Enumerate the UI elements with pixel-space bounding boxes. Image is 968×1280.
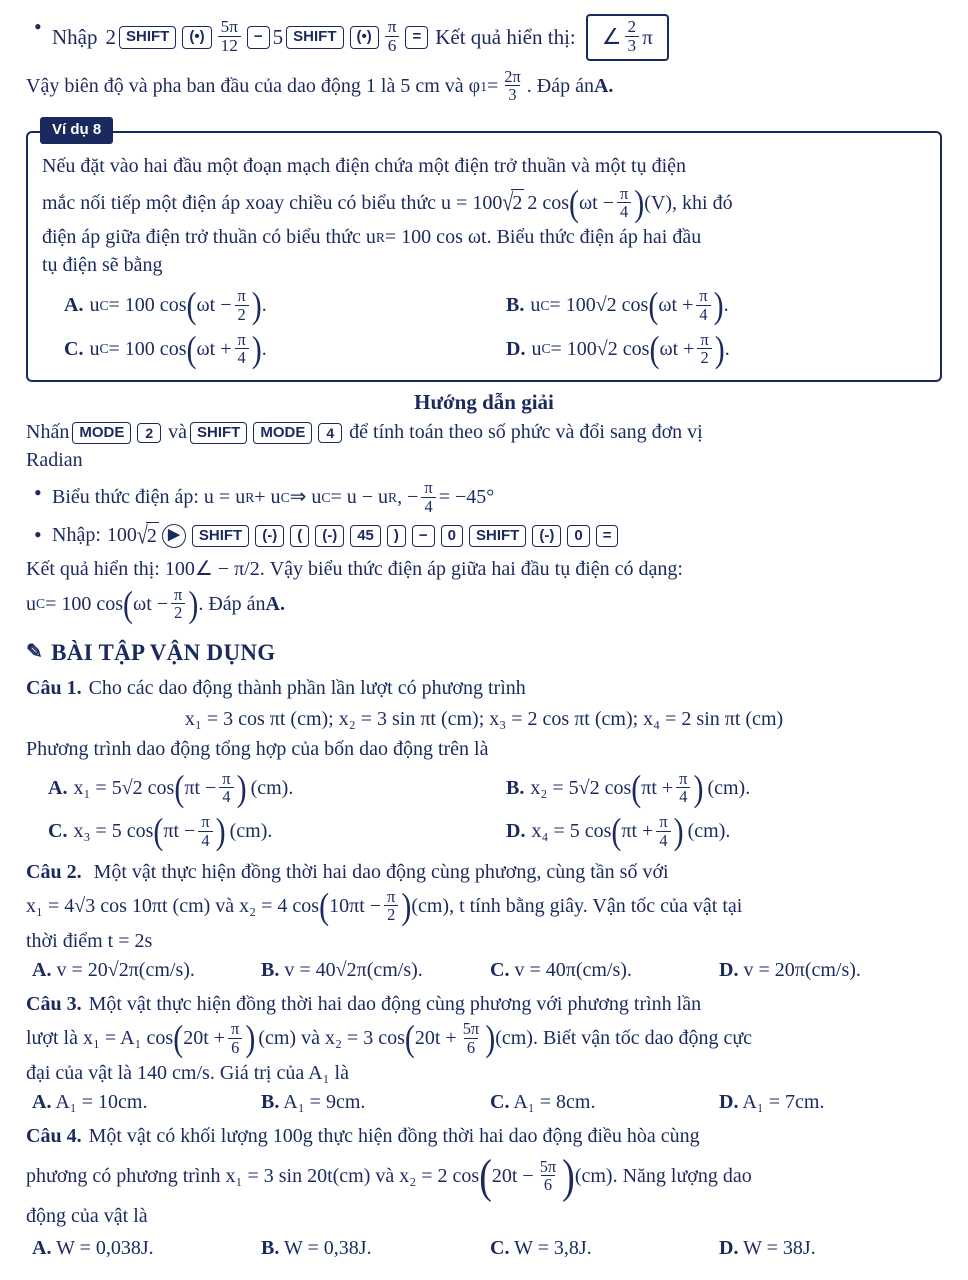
option-text: A₁ = 10cm.	[55, 1091, 148, 1114]
question-2-option-d[interactable]	[713, 957, 942, 985]
paren-open: (	[173, 1018, 184, 1060]
option-text: v = 40π(cm/s).	[514, 959, 632, 982]
fraction-denominator: 3	[625, 36, 640, 55]
question-3-options	[26, 1089, 942, 1117]
fraction-numerator: π	[387, 17, 397, 36]
solution-conj: và	[168, 421, 188, 444]
option-expr: x₄ = 5 cos	[531, 820, 612, 843]
option-unit: (cm).	[250, 776, 294, 799]
option-subscript: C	[541, 341, 551, 357]
option-label: C.	[48, 820, 68, 843]
fraction-numerator: π	[659, 812, 668, 832]
question-3-stem	[26, 991, 942, 1019]
option-label: A.	[64, 294, 84, 317]
fraction-numerator: π	[222, 768, 231, 788]
option-arg: ωt −	[196, 294, 232, 317]
option-expr: = 100√2 cos	[549, 294, 649, 317]
key-dot-1[interactable]: (•)	[182, 26, 211, 48]
option-label: C.	[64, 337, 84, 360]
option-fraction	[697, 331, 711, 366]
fraction-pi-4-b	[421, 479, 435, 514]
option-arg: πt −	[163, 820, 196, 843]
bullet-text-d: = u − u	[330, 486, 389, 509]
option-fraction	[198, 813, 212, 848]
sqrt-2: √2	[502, 189, 523, 217]
question-3-option-c[interactable]	[484, 1089, 713, 1117]
option-text: v = 40√2π(cm/s).	[284, 959, 423, 982]
option-subscript: C	[99, 341, 109, 357]
question-3-option-a[interactable]	[26, 1089, 255, 1117]
key-paren-close[interactable]: )	[387, 525, 406, 547]
paren-close: )	[673, 811, 684, 853]
key-negative-3[interactable]: (-)	[532, 525, 561, 547]
key-zero-2[interactable]: 0	[567, 525, 589, 547]
fraction-numerator: 5π	[220, 17, 238, 36]
question-4-option-d[interactable]	[713, 1235, 942, 1263]
solution-line-1	[26, 419, 942, 447]
option-unit: (cm).	[229, 820, 273, 843]
final-answer-letter: A.	[265, 592, 285, 615]
solution-bullet-1	[26, 480, 942, 515]
option-fraction	[656, 813, 670, 848]
question-1-options-row-1	[26, 768, 942, 809]
paren-open: (	[649, 328, 660, 370]
fraction-denominator: 2	[384, 905, 398, 923]
question-2-options	[26, 957, 942, 985]
q4-expr-b: (cm). Năng lượng dao	[574, 1165, 752, 1188]
paren-close: )	[562, 1150, 575, 1203]
option-text: A₁ = 9cm.	[283, 1091, 366, 1114]
key-shift-3[interactable]: SHIFT	[190, 422, 247, 444]
option-label: B.	[261, 1236, 280, 1259]
fraction-2pi-3	[501, 68, 523, 103]
option-unit: (cm).	[687, 820, 731, 843]
question-2-option-a[interactable]	[26, 957, 255, 985]
question-2-option-b[interactable]	[255, 957, 484, 985]
fraction-numerator: π	[231, 1019, 240, 1039]
u-r-subscript: R	[375, 229, 385, 245]
option-label: A.	[32, 1236, 52, 1259]
question-label: Câu 1.	[26, 677, 82, 700]
paren-close: )	[245, 1018, 256, 1060]
question-3-option-d[interactable]	[713, 1089, 942, 1117]
question-4-option-a[interactable]	[26, 1235, 255, 1263]
example-options-row-1	[42, 285, 926, 326]
example-arg: ωt −	[579, 191, 614, 214]
paren-close: )	[485, 1018, 496, 1060]
question-1-option-c[interactable]	[26, 811, 484, 852]
question-2	[26, 859, 942, 985]
question-text: Một vật có khối lượng 100g thực hiện đồng thời hai dao động điều hòa cùng	[88, 1125, 700, 1148]
final-expr: = 100 cos	[45, 592, 124, 615]
phi-subscript: 1	[480, 78, 487, 94]
question-1-option-d[interactable]	[484, 811, 942, 852]
input-number-1: 2	[105, 25, 116, 50]
paren-close: )	[693, 767, 704, 809]
option-expr: = 100√2 cos	[550, 337, 650, 360]
q3-fraction-1	[228, 1020, 242, 1055]
option-var: u	[89, 294, 100, 317]
question-3-option-b[interactable]	[255, 1089, 484, 1117]
sub-c: C	[280, 489, 290, 505]
fraction-denominator: 2	[235, 305, 249, 323]
fraction-numerator: π	[679, 768, 688, 788]
fraction-denominator: 4	[198, 831, 212, 849]
paren-open: (	[404, 1018, 415, 1060]
paren-open: (	[611, 811, 622, 853]
fraction-denominator: 6	[228, 1038, 242, 1056]
key-4[interactable]: 4	[318, 423, 342, 444]
option-arg: πt +	[641, 776, 674, 799]
example-text-2b: 2 cos	[527, 191, 569, 214]
paren-open: (	[319, 886, 330, 928]
fraction-numerator: 2π	[504, 67, 521, 87]
paren-open: (	[648, 285, 659, 327]
fraction-5pi-12	[218, 18, 241, 55]
question-1-options-row-2	[26, 811, 942, 852]
q4-fraction	[537, 1158, 559, 1193]
question-text: Cho các dao động thành phần lần lượt có phương trình	[88, 677, 526, 700]
example-text-3b: = 100 cos ωt. Biểu thức điện áp hai đầu	[384, 226, 702, 249]
option-expr: = 100 cos	[108, 294, 187, 317]
question-1-option-a[interactable]	[26, 768, 484, 809]
fraction-numerator: 5π	[539, 1157, 557, 1177]
key-shift-1[interactable]: SHIFT	[119, 26, 176, 48]
conclusion-line	[26, 69, 942, 104]
question-label: Câu 3.	[26, 992, 82, 1015]
example-label: Ví dụ 8	[40, 117, 113, 145]
option-label: A.	[32, 959, 52, 982]
answer-letter: A.	[593, 75, 614, 98]
paren-close: )	[236, 767, 247, 809]
q2-expr-a: x₁ = 4√3 cos 10πt (cm) và x₂ = 4 cos	[26, 895, 320, 918]
solution-heading: Hướng dẫn giải	[414, 390, 554, 415]
key-mode-2[interactable]: MODE	[253, 422, 312, 444]
question-4	[26, 1123, 942, 1262]
q2-fraction	[384, 888, 398, 923]
fraction-numerator: 5π	[462, 1019, 480, 1039]
pencil-icon: ✎	[26, 641, 44, 664]
fraction-denominator: 2	[697, 348, 711, 366]
paren-open: (	[631, 767, 642, 809]
paren-open: (	[174, 767, 185, 809]
option-label: B.	[261, 1091, 280, 1114]
fraction-numerator: π	[387, 887, 396, 907]
option-var: u	[530, 294, 541, 317]
option-fraction	[234, 331, 248, 366]
exercises-section-title	[26, 637, 942, 669]
question-1-stem	[26, 675, 942, 703]
paren-close: )	[215, 811, 226, 853]
question-1-equations: x₁ = 3 cos πt (cm); x₂ = 3 sin πt (cm); x₃ = 2 cos πt (cm); x₄ = 2 sin πt (cm)	[184, 707, 784, 730]
question-3-line-2	[26, 1018, 942, 1059]
option-label: B.	[261, 959, 280, 982]
option-expr: = 100 cos	[108, 337, 187, 360]
example-line-3	[42, 224, 926, 252]
option-label: D.	[719, 959, 739, 982]
key-negative-2[interactable]: (-)	[315, 525, 344, 547]
key-equals[interactable]: =	[405, 26, 428, 48]
option-arg: πt +	[621, 820, 654, 843]
angle-symbol: ∠	[601, 24, 622, 50]
bullet-text-f: = −45°	[438, 486, 495, 509]
q3-expr-b: (cm) và x₂ = 3 cos	[258, 1027, 405, 1050]
result-fraction	[625, 18, 640, 55]
option-fraction	[234, 287, 248, 322]
final-var: u	[26, 592, 36, 615]
question-2-line-3: thời điểm t = 2s	[26, 929, 153, 952]
option-text: W = 38J.	[743, 1236, 816, 1259]
paren-close: )	[251, 328, 262, 370]
example-text-3a: điện áp giữa điện trở thuần có biểu thức u	[42, 226, 376, 249]
question-2-stem	[26, 859, 942, 887]
sub-r: R	[245, 489, 255, 505]
example-option-b[interactable]	[484, 285, 926, 326]
paren-close: )	[401, 886, 412, 928]
fraction-numerator: π	[237, 286, 246, 306]
fraction-denominator: 4	[219, 787, 233, 805]
paren-open: (	[186, 328, 197, 370]
section-title-text: BÀI TẬP VẬN DỤNG	[51, 640, 276, 666]
key-45[interactable]: 45	[350, 525, 381, 547]
key-minus[interactable]: −	[247, 26, 270, 48]
calculator-display	[586, 14, 669, 61]
paren-open: (	[569, 182, 579, 224]
option-subscript: C	[540, 297, 550, 313]
fraction-denominator: 4	[421, 497, 435, 515]
fraction-denominator: 3	[505, 85, 519, 103]
option-text: A₁ = 8cm.	[513, 1091, 596, 1114]
option-period: .	[723, 294, 729, 317]
fraction-denominator: 4	[676, 787, 690, 805]
example-option-a[interactable]	[42, 285, 484, 326]
option-var: u	[531, 337, 542, 360]
option-text: v = 20√2π(cm/s).	[56, 959, 195, 982]
sub-r2: R	[388, 489, 398, 505]
bullet-text-a: • Biểu thức điện áp: u = u	[52, 486, 246, 509]
option-text: W = 0,038J.	[56, 1236, 154, 1259]
option-label: A.	[32, 1091, 52, 1114]
bullet-text-c: ⇒ u	[289, 486, 322, 509]
fraction-pi-6	[385, 18, 400, 55]
question-label: Câu 2.	[26, 860, 82, 883]
question-1	[26, 675, 942, 853]
option-text: A₁ = 7cm.	[742, 1091, 825, 1114]
option-label: A.	[48, 776, 68, 799]
fraction-pi-2	[171, 586, 185, 621]
input-label: • Nhập	[52, 25, 98, 50]
answer-prefix: . Đáp án	[526, 75, 594, 98]
question-3	[26, 991, 942, 1117]
fraction-numerator: π	[699, 286, 708, 306]
fraction-denominator: 4	[235, 348, 249, 366]
option-subscript: C	[99, 297, 109, 313]
q3-arg-2: 20t +	[414, 1027, 457, 1050]
fraction-numerator: π	[424, 478, 433, 498]
option-var: u	[89, 337, 100, 360]
paren-close: )	[634, 182, 645, 224]
question-4-option-b[interactable]	[255, 1235, 484, 1263]
question-text: Một vật thực hiện đồng thời hai dao động cùng phương với phương trình lần	[88, 992, 702, 1015]
question-4-option-c[interactable]	[484, 1235, 713, 1263]
q3-fraction-2	[460, 1020, 482, 1055]
fraction-denominator: 6	[385, 36, 400, 55]
example-box	[26, 131, 942, 382]
option-fraction	[219, 770, 233, 805]
paren-close: )	[714, 328, 725, 370]
option-label: C.	[490, 1091, 510, 1114]
option-label: B.	[506, 776, 525, 799]
example-block	[26, 115, 942, 383]
input-value: 100	[106, 524, 137, 547]
key-negative-1[interactable]: (-)	[255, 525, 284, 547]
fraction-numerator: 2	[627, 17, 637, 36]
paren-open: (	[123, 583, 134, 626]
example-text-2d: (V), khi đó	[644, 191, 733, 214]
input-label-2: • Nhập:	[52, 524, 101, 547]
paren-close: )	[188, 583, 199, 626]
final-arg: ωt −	[133, 592, 169, 615]
final-subscript: C	[36, 596, 46, 612]
paren-open: (	[153, 811, 164, 853]
fraction-denominator: 4	[696, 305, 710, 323]
option-expr: x₃ = 5 cos	[73, 820, 154, 843]
result-label: Kết quả hiển thị:	[435, 25, 576, 50]
option-arg: ωt +	[659, 337, 695, 360]
equals-sign: =	[486, 75, 499, 98]
key-zero-1[interactable]: 0	[441, 525, 463, 547]
paren-open: (	[186, 285, 197, 327]
fraction-numerator: π	[700, 329, 709, 349]
q4-expr-a: phương có phương trình x₁ = 3 sin 20t(cm) và x₂ = 2 cos	[26, 1165, 480, 1188]
key-play-icon[interactable]: ▶	[162, 524, 186, 548]
example-line-2	[42, 183, 926, 224]
q2-arg: 10πt −	[329, 895, 382, 918]
q3-expr-c: (cm). Biết vận tốc dao động cực	[495, 1027, 753, 1050]
q3-expr-a: lượt là x₁ = A₁ cos	[26, 1027, 174, 1050]
option-expr: x₂ = 5√2 cos	[530, 776, 632, 799]
question-4-line-3: động của vật là	[26, 1205, 148, 1228]
fraction-numerator: π	[201, 812, 210, 832]
question-label: Câu 4.	[26, 1125, 82, 1148]
paren-open: (	[479, 1150, 492, 1203]
fraction-denominator: 4	[617, 202, 631, 220]
option-arg: πt −	[184, 776, 217, 799]
question-2-line-2	[26, 886, 942, 927]
example-option-c[interactable]	[42, 329, 484, 370]
q2-expr-b: (cm), t tính bằng giây. Vận tốc của vật tại	[411, 895, 743, 918]
solution-text-c: để tính toán theo số phức và đổi sang đơn vị	[349, 421, 703, 444]
calculator-input-line	[26, 14, 942, 61]
question-3-line-3: đại của vật là 140 cm/s. Giá trị của A₁ là	[26, 1061, 349, 1084]
solution-text: Nhấn	[26, 421, 70, 444]
fraction-denominator: 12	[218, 36, 241, 55]
bullet-text-b: + u	[254, 486, 281, 509]
fraction-pi-4	[617, 185, 631, 220]
key-minus-2[interactable]: −	[412, 525, 435, 547]
key-equals-2[interactable]: =	[596, 525, 619, 547]
option-arg: ωt +	[658, 294, 694, 317]
example-options-row-2	[42, 329, 926, 370]
option-period: .	[724, 337, 730, 360]
key-paren-open[interactable]: (	[290, 525, 309, 547]
key-shift-4[interactable]: SHIFT	[192, 525, 249, 547]
question-4-options	[26, 1235, 942, 1263]
fraction-denominator: 6	[464, 1038, 478, 1056]
bullet-text-e: , −	[397, 486, 419, 509]
fraction-numerator: π	[620, 183, 629, 203]
example-text-2a: mắc nối tiếp một điện áp xoay chiều có biểu thức u = 100	[42, 191, 503, 214]
key-2[interactable]: 2	[137, 423, 161, 444]
option-text: v = 20π(cm/s).	[743, 959, 861, 982]
key-shift-5[interactable]: SHIFT	[469, 525, 526, 547]
option-period: .	[261, 294, 267, 317]
key-mode-1[interactable]: MODE	[72, 422, 131, 444]
key-shift-2[interactable]: SHIFT	[286, 26, 343, 48]
example-line-4: tụ điện sẽ bằng	[42, 253, 163, 276]
option-arg: ωt +	[196, 337, 232, 360]
input-number-2: 5	[272, 25, 284, 50]
question-text: Một vật thực hiện đồng thời hai dao động cùng phương, cùng tần số với	[93, 860, 669, 883]
option-label: C.	[490, 1236, 510, 1259]
option-label: D.	[506, 337, 526, 360]
option-label: D.	[719, 1091, 739, 1114]
option-period: .	[261, 337, 267, 360]
option-text: W = 3,8J.	[514, 1236, 592, 1259]
option-label: D.	[719, 1236, 739, 1259]
fraction-denominator: 2	[171, 603, 185, 621]
option-text: W = 0,38J.	[283, 1236, 372, 1259]
option-label: D.	[506, 820, 526, 843]
solution-result-line: Kết quả hiển thị: 100∠ − π/2. Vậy biểu thức điện áp giữa hai đầu tụ điện có dạng:	[26, 558, 683, 581]
paren-close: )	[713, 285, 724, 327]
question-1-option-b[interactable]	[484, 768, 942, 809]
option-fraction	[696, 287, 710, 322]
fraction-numerator: π	[174, 584, 183, 604]
question-2-option-c[interactable]	[484, 957, 713, 985]
solution-bullet-2	[26, 522, 942, 551]
option-label: B.	[506, 294, 525, 317]
q3-arg-1: 20t +	[183, 1027, 226, 1050]
solution-final-line	[26, 584, 942, 625]
option-expr: x₁ = 5√2 cos	[73, 776, 175, 799]
solution-line-2: Radian	[26, 448, 83, 471]
paren-close: )	[251, 285, 262, 327]
option-fraction	[676, 770, 690, 805]
example-option-d[interactable]	[484, 329, 926, 370]
sub-c2: C	[321, 489, 331, 505]
fraction-denominator: 6	[541, 1175, 555, 1193]
option-unit: (cm).	[707, 776, 751, 799]
fraction-numerator: π	[237, 329, 246, 349]
final-answer-prefix: . Đáp án	[198, 592, 266, 615]
fraction-denominator: 4	[656, 831, 670, 849]
sqrt-2-b: √2	[136, 521, 157, 550]
example-line-1: Nếu đặt vào hai đầu một đoạn mạch điện chứa một điện trở thuần và một tụ điện	[42, 155, 687, 178]
option-label: C.	[490, 959, 510, 982]
key-dot-2[interactable]: (•)	[350, 26, 379, 48]
question-1-stem-2: Phương trình dao động tổng hợp của bốn dao động trên là	[26, 738, 489, 761]
question-4-line-2	[26, 1151, 942, 1203]
result-pi: π	[642, 25, 653, 50]
q4-arg: 20t −	[491, 1165, 534, 1188]
conclusion-text: Vậy biên độ và pha ban đầu của dao động 1 là 5 cm và φ	[26, 75, 481, 98]
